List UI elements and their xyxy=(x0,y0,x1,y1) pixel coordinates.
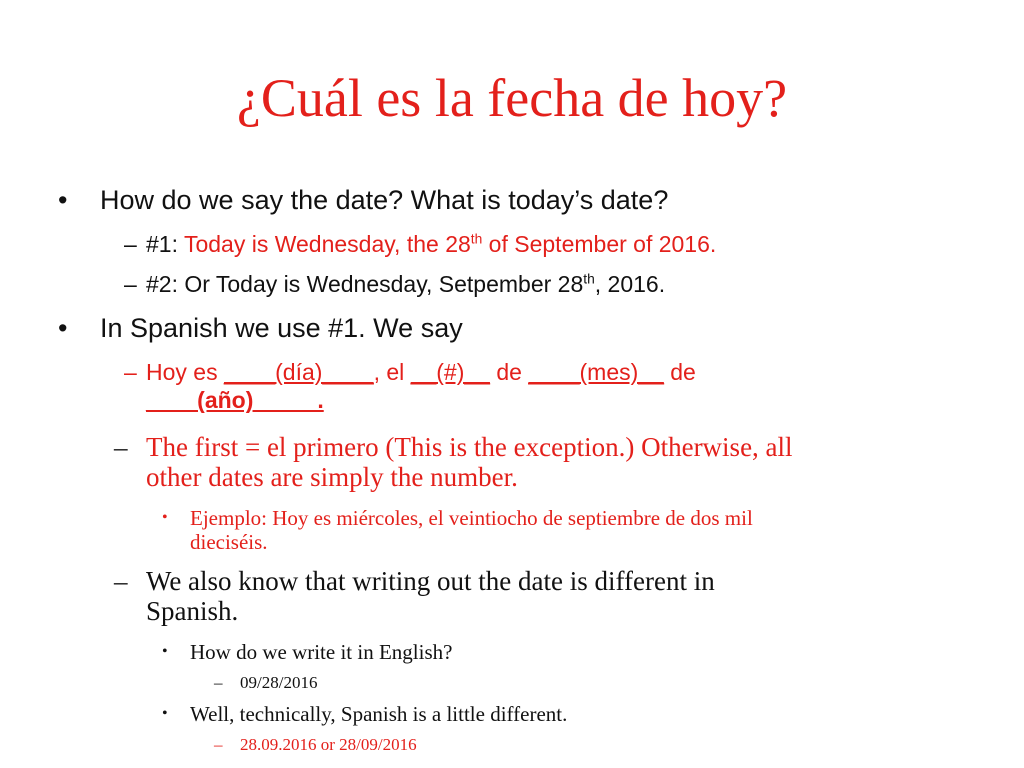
writing-date-line-2: Spanish. xyxy=(146,596,239,626)
subitem-format-2 xyxy=(124,270,665,298)
bullet-dot-icon: • xyxy=(162,705,168,722)
bullet-spanish-usage xyxy=(58,312,463,344)
dash-icon: – xyxy=(124,359,137,385)
example-text xyxy=(190,506,753,554)
bullet-dot-icon: • xyxy=(162,643,168,660)
date-formula xyxy=(146,358,696,414)
format-1-part-a: Today is Wednesday, the 28 xyxy=(183,231,471,257)
formula-de-2: de xyxy=(663,359,696,385)
format-1-number: #1: xyxy=(146,231,184,257)
bullet-dot-icon: • xyxy=(162,509,168,526)
dash-icon: – xyxy=(114,566,128,596)
first-exception-line-1: The first = el primero (This is the exception.) Otherwise, all xyxy=(146,432,793,462)
bullet-text: How do we say the date? What is today’s date? xyxy=(100,185,669,215)
writing-date-line-1: We also know that writing out the date is different in xyxy=(146,566,715,596)
example-line-2: dieciséis. xyxy=(190,530,268,554)
subitem-writing-date xyxy=(114,566,715,626)
bullet-date-question xyxy=(58,184,668,216)
subitem-format-1 xyxy=(124,230,716,258)
format-1-text xyxy=(146,230,716,258)
first-exception-text xyxy=(146,432,793,492)
dash-icon: – xyxy=(214,735,223,754)
spanish-date-text: 28.09.2016 or 28/09/2016 xyxy=(240,735,417,754)
formula-blank-mes: ____(mes)__ xyxy=(528,359,664,385)
spanish-date-item xyxy=(214,734,417,756)
format-2-part-a: #2: Or Today is Wednesday, Setpember 28 xyxy=(146,271,584,297)
english-date-text: 09/28/2016 xyxy=(240,673,318,692)
spanish-difference-item xyxy=(162,702,567,726)
dash-icon: – xyxy=(114,432,128,462)
spanish-difference-text: Well, technically, Spanish is a little different. xyxy=(190,702,568,726)
bullet-text: In Spanish we use #1. We say xyxy=(100,313,463,343)
format-1-example xyxy=(184,231,716,257)
formula-blank-dia: ____(día)____ xyxy=(223,359,374,385)
formula-blank-number: __(#)__ xyxy=(410,359,490,385)
slide-title: ¿Cuál es la fecha de hoy? xyxy=(236,68,788,128)
bullet-dot-icon: • xyxy=(58,185,68,215)
subitem-first-exception xyxy=(114,432,793,492)
writing-date-text xyxy=(146,566,715,626)
format-1-superscript: th xyxy=(470,231,483,247)
formula-hoy-es: Hoy es xyxy=(146,359,224,385)
dash-icon: – xyxy=(124,271,137,297)
format-2-part-b: , 2016. xyxy=(594,271,666,297)
formula-el: , el xyxy=(373,359,411,385)
english-question-text: How do we write it in English? xyxy=(190,640,453,664)
bullet-dot-icon: • xyxy=(58,313,68,343)
formula-de: de xyxy=(489,359,529,385)
english-date-item xyxy=(214,672,317,694)
subitem-date-formula xyxy=(124,358,696,414)
format-2-superscript: th xyxy=(583,271,595,287)
first-exception-line-2: other dates are simply the number. xyxy=(146,462,518,492)
dash-icon: – xyxy=(214,673,223,692)
example-line-1: Ejemplo: Hoy es miércoles, el veintiocho de septiembre de dos mil xyxy=(190,506,753,530)
example-item xyxy=(162,506,753,554)
format-1-part-b: of September of 2016. xyxy=(482,231,717,257)
dash-icon: – xyxy=(124,231,137,257)
formula-blank-ano: ____(año)_____. xyxy=(146,387,324,413)
english-question-item xyxy=(162,640,452,664)
format-2-text xyxy=(146,270,665,298)
